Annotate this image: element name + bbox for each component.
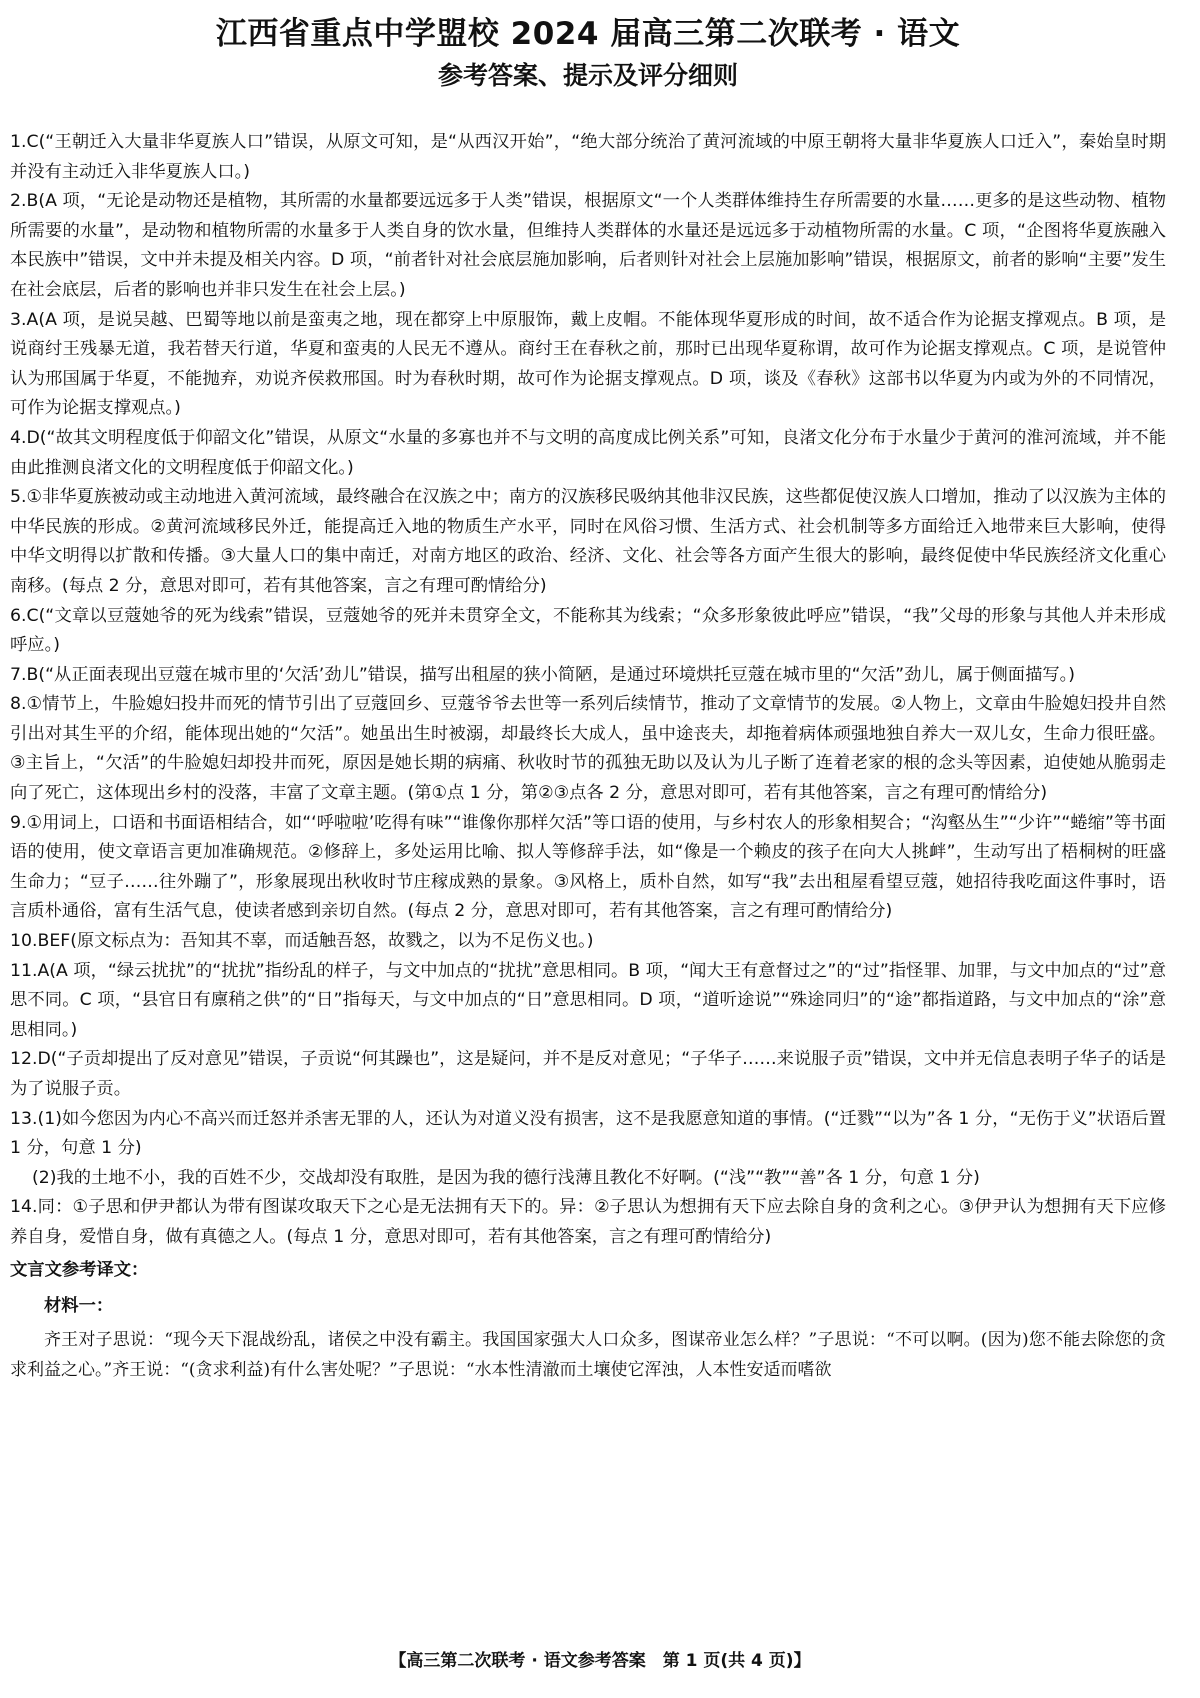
translation-paragraph: 齐王对子思说：“现今天下混战纷乱，诸侯之中没有霸主。我国国家强大人口众多，图谋帝业怎么样？”子思说：“不可以啊。(因为)您不能去除您的贪求利益之心。”齐王说：“(贪求利益)有什么害处呢？”子思说：“水本性清澈而土壤使它浑浊，人本性安适而嗜欲 bbox=[10, 1329, 1166, 1380]
answer-item-9: 9.①用词上，口语和书面语相结合，如“‘呼啦啦’吃得有味”“谁像你那样欠活”等口语的使用，与乡村农人的形象相契合；“沟壑丛生”“少许”“蜷缩”等书面语的使用，使文章语言更加准确规范。②修辞上，多处运用比喻、拟人等修辞手法，如“像是一个赖皮的孩子在向大人挑衅”，生动写出了梧桐树的旺盛生命力；“豆子……往外蹦了”，形象展现出秋收时节庄稼成熟的景象。③风格上，质朴自然，如写“我”去出租屋看望豆蔻，她招待我吃面这件事时，语言质朴通俗，富有生活气息，使读者感到亲切自然。(每点 2 分，意思对即可，若有其他答案，言之有理可酌情给分) bbox=[10, 812, 1166, 922]
answer-item-1: 1.C(“王朝迁入大量非华夏族人口”错误，从原文可知，是“从西汉开始”，“绝大部分统治了黄河流域的中原王朝将大量非华夏族人口迁入”，秦始皇时期并没有主动迁入非华夏族人口。) bbox=[10, 132, 1166, 182]
answer-item-7: 7.B(“从正面表现出豆蔻在城市里的‘欠活’劲儿”错误，描写出租屋的狭小简陋，是通过环境烘托豆蔻在城市里的“欠活”劲儿，属于侧面描写。) bbox=[10, 664, 1076, 685]
document-title: 江西省重点中学盟校 2024 届高三第二次联考 · 语文 bbox=[215, 16, 961, 52]
document-subtitle: 参考答案、提示及评分细则 bbox=[437, 61, 738, 90]
answer-item-8: 8.①情节上，牛脸媳妇投井而死的情节引出了豆蔻回乡、豆蔻爷爷去世等一系列后续情节，推动了文章情节的发展。②人物上，文章由牛脸媳妇投井自然引出对其生平的介绍，能体现出她的“欠活”。她虽出生时被溺，却最终长大成人，虽中途丧夫，却拖着病体顽强地独自养大一双儿女，生命力很旺盛。③主旨上，“欠活”的牛脸媳妇却投井而死，原因是她长期的病痛、秋收时节的孤独无助以及认为儿子断了连着老家的根的念头等因素，迫使她从脆弱走向了死亡，这体现出乡村的没落，丰富了文章主题。(第①点 1 分，第②③点各 2 分，意思对即可，若有其他答案，言之有理可酌情给分) bbox=[10, 694, 1166, 804]
answer-item-5: 5.①非华夏族被动或主动地进入黄河流域，最终融合在汉族之中；南方的汉族移民吸纳其他非汉民族，这些都促使汉族人口增加，推动了以汉族为主体的中华民族的形成。②黄河流域移民外迁，能提高迁入地的物质生产水平，同时在风俗习惯、生活方式、社会机制等多方面给迁入地带来巨大影响，使得中华文明得以扩散和传播。③大量人口的集中南迁，对南方地区的政治、经济、文化、社会等各方面产生很大的影响，最终促使中华民族经济文化重心南移。(每点 2 分，意思对即可，若有其他答案，言之有理可酌情给分) bbox=[10, 487, 1166, 596]
answer-item-13: 13.(1)如今您因为内心不高兴而迁怒并杀害无罪的人，还认为对道义没有损害，这不是我愿意知道的事情。(“迁戮”“以为”各 1 分，“无伤于义”状语后置 1 分，句意 1 分) bbox=[10, 1108, 1167, 1159]
answer-item-6: 6.C(“文章以豆蔻她爷的死为线索”错误，豆蔻她爷的死并未贯穿全文，不能称其为线索；“众多形象彼此呼应”错误，“我”父母的形象与其他人并未形成呼应。) bbox=[10, 605, 1166, 656]
answer-item-2: 2.B(A 项，“无论是动物还是植物，其所需的水量都要远远多于人类”错误，根据原文“一个人类群体维持生存所需要的水量……更多的是这些动物、植物所需要的水量”，是动物和植物所需的水量多于人类自身的饮水量，但维持人类群体的水量还是远远多于动植物所需的水量。C 项，“企图将华夏族融入本民族中”错误，文中并未提及相关内容。D 项，“前者针对社会底层施加影响，后者则针对社会上层施加影响”错误，根据原文，前者的影响“主要”发生在社会底层，后者的影响也并非只发生在社会上层。) bbox=[10, 191, 1166, 300]
answer-item-10: 10.BEF(原文标点为：吾知其不辜，而适触吾怒，故戮之，以为不足伤义也。) bbox=[10, 931, 594, 952]
answer-item-3: 3.A(A 项，是说吴越、巴蜀等地以前是蛮夷之地，现在都穿上中原服饰，戴上皮帽。不能体现华夏形成的时间，故不适合作为论据支撑观点。B 项，是说商纣王残暴无道，我若替天行道，华夏和蛮夷的人民无不遵从。商纣王在春秋之前，那时已出现华夏称谓，故可作为论据支撑观点。C 项，是说管仲认为邢国属于华夏，不能抛弃，劝说齐侯救邢国。时为春秋时期，故可作为论据支撑观点。D 项，谈及《春秋》这部书以华夏为内或为外的不同情况，可作为论据支撑观点。) bbox=[10, 309, 1166, 419]
translation-heading: 文言文参考译文： bbox=[10, 1259, 149, 1280]
answer-item-13-part-2: (2)我的土地不小，我的百姓不少，交战却没有取胜，是因为我的德行浅薄且教化不好啊。(“浅”“教”“善”各 1 分，句意 1 分) bbox=[32, 1167, 980, 1188]
answer-list bbox=[10, 128, 1166, 1253]
answer-item-14: 14.同：①子思和伊尹都认为带有图谋攻取天下之心是无法拥有天下的。异：②子思认为想拥有天下应去除自身的贪利之心。③伊尹认为想拥有天下应修养自身，爱惜自身，做有真德之人。(每点 1 分，意思对即可，若有其他答案，言之有理可酌情给分) bbox=[10, 1197, 1166, 1247]
material-heading: 材料一： bbox=[44, 1295, 114, 1316]
page-footer: 【高三第二次联考 · 语文参考答案 第 1 页(共 4 页)】 bbox=[389, 1651, 811, 1671]
answer-item-12: 12.D(“子贡却提出了反对意见”错误，子贡说“何其躁也”，这是疑问，并不是反对意见；“子华子……来说服子贡”错误，文中并无信息表明子华子的话是为了说服子贡。 bbox=[10, 1049, 1166, 1099]
answer-item-11: 11.A(A 项，“绿云扰扰”的“扰扰”指纷乱的样子，与文中加点的“扰扰”意思相同。B 项，“闻大王有意督过之”的“过”指怪罪、加罪，与文中加点的“过”意思不同。C 项，“县官日有廪稍之供”的“日”指每天，与文中加点的“日”意思相同。D 项，“道听途说”“殊途同归”的“途”都指道路，与文中加点的“涂”意思相同。) bbox=[10, 960, 1166, 1040]
answer-item-4: 4.D(“故其文明程度低于仰韶文化”错误，从原文“水量的多寡也并不与文明的高度成比例关系”可知，良渚文化分布于水量少于黄河的淮河流域，并不能由此推测良渚文化的文明程度低于仰韶文化。) bbox=[10, 427, 1166, 478]
